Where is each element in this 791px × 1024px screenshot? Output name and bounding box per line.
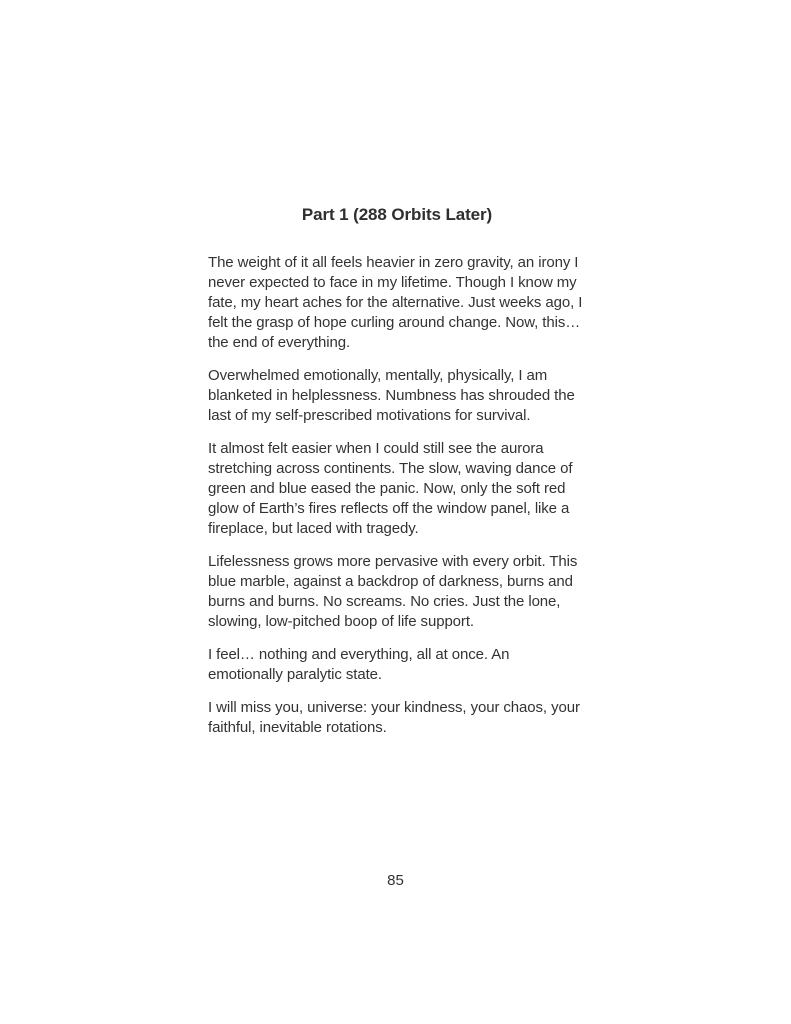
- chapter-title: Part 1 (288 Orbits Later): [301, 205, 493, 224]
- paragraph-6: I will miss you, universe: your kindness, your chaos, your faithful, inevitable rotations.: [208, 699, 580, 736]
- page-number: 85: [387, 872, 404, 889]
- paragraph-1: The weight of it all feels heavier in zero gravity, an irony I never expected to face in my lifetime. Though I know my fate, my heart aches for the alternative. Just weeks ago, I felt the grasp of hope curling around change. Now, this… the end of everything.: [208, 254, 583, 351]
- page-content: [208, 203, 586, 751]
- paragraph-4: Lifelessness grows more pervasive with every orbit. This blue marble, against a backdrop of darkness, burns and burns and burns. No screams. No cries. Just the lone, slowing, low-pitched boop of life support.: [208, 553, 578, 630]
- paragraph-5: I feel… nothing and everything, all at once. An emotionally paralytic state.: [208, 646, 510, 683]
- paragraph-3: It almost felt easier when I could still see the aurora stretching across continents. The slow, waving dance of green and blue eased the panic. Now, only the soft red glow of Earth’s fires reflects off the window panel, like a fireplace, but laced with tragedy.: [208, 440, 573, 537]
- paragraph-2: Overwhelmed emotionally, mentally, physically, I am blanketed in helplessness. Numbness has shrouded the last of my self-prescribed motivations for survival.: [208, 367, 575, 424]
